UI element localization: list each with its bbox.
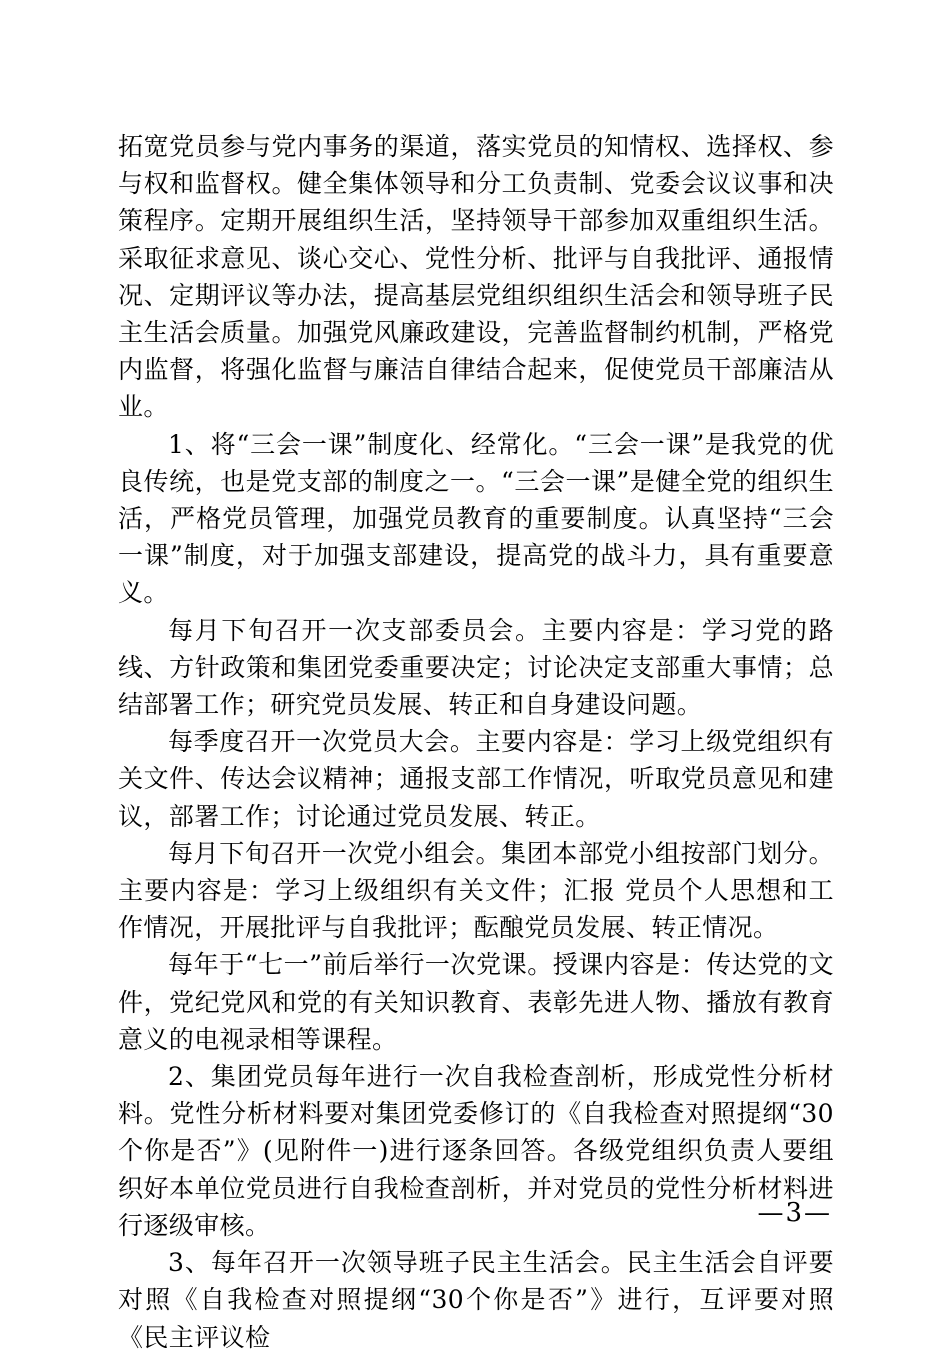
paragraph-three-meetings: 1、将“三会一课”制度化、经常化。“三会一课”是我党的优良传统，也是党支部的制度之一。“三会一课”是健全党的组织生活，严格党员管理，加强党员教育的重要制度。认真坚持“三会一课”制度，对于加强支部建设，提高党的战斗力，具有重要意义。 (118, 429, 834, 608)
paragraph-intro: 拓宽党员参与党内事务的渠道，落实党员的知情权、选择权、参与权和监督权。健全集体领导和分工负责制、党委会议议事和决策程序。定期开展组织生活，坚持领导干部参加双重组织生活。采取征求意见、谈心交心、党性分析、批评与自我批评、通报情况、定期评议等办法，提高基层党组织组织生活会和领导班子民主生活会质量。加强党风廉政建设，完善监督制约机制，严格党内监督，将强化监督与廉洁自律结合起来，促使党员干部廉洁从业。 (118, 132, 834, 422)
paragraph-democratic-life: 3、每年召开一次领导班子民主生活会。民主生活会自评要对照《自我检查对照提纲“30个你是否”》进行，互评要对照《民主评议检 (118, 1248, 834, 1352)
paragraph-member-assembly: 每季度召开一次党员大会。主要内容是：学习上级党组织有关文件、传达会议精神；通报支部工作情况，听取党员意见和建议，部署工作；讨论通过党员发展、转正。 (118, 727, 834, 831)
paragraph-party-lecture: 每年于“七一”前后举行一次党课。授课内容是：传达党的文件，党纪党风和党的有关知识教育、表彰先进人物、播放有教育意义的电视录相等课程。 (118, 950, 834, 1054)
document-body (118, 128, 834, 1356)
paragraph-self-examination: 2、集团党员每年进行一次自我检查剖析，形成党性分析材料。党性分析材料要对集团党委修订的《自我检查对照提纲“30个你是否”》(见附件一)进行逐条回答。各级党组织负责人要组织好本单位党员进行自我检查剖析，并对党员的党性分析材料进行逐级审核。 (118, 1062, 834, 1240)
paragraph-party-group: 每月下旬召开一次党小组会。集团本部党小组按部门划分。主要内容是：学习上级组织有关文件；汇报 党员个人思想和工作情况，开展批评与自我批评；酝酿党员发展、转正情况。 (118, 838, 834, 943)
paragraph-branch-committee: 每月下旬召开一次支部委员会。主要内容是：学习党的路线、方针政策和集团党委重要决定；讨论决定支部重大事情；总结部署工作；研究党员发展、转正和自身建设问题。 (118, 615, 834, 720)
page-number: —3— (757, 1198, 832, 1228)
